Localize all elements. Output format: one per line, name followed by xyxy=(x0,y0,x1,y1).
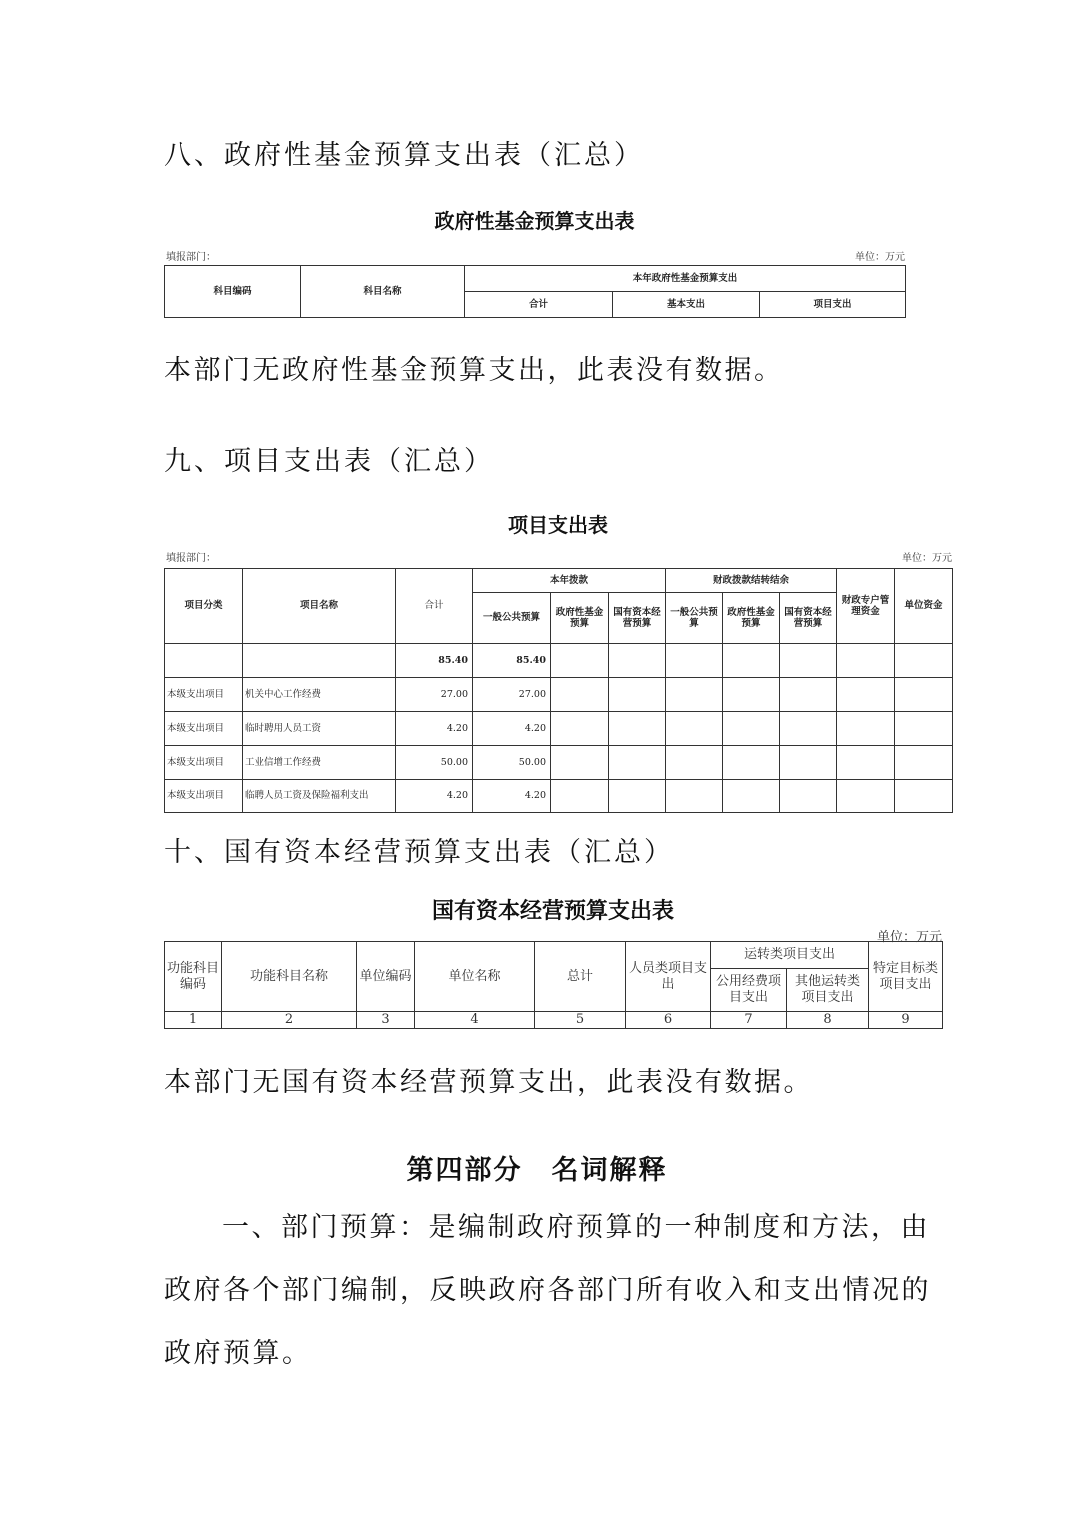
cell-general: 50.00 xyxy=(473,746,551,780)
header-general: 一般公共预算 xyxy=(473,593,551,644)
project-table-title: 项目支出表 xyxy=(508,513,608,537)
header-name: 科目名称 xyxy=(301,266,465,318)
header-other-operating: 其他运转类项目支出 xyxy=(787,969,869,1012)
gov-fund-table-title: 政府性基金预算支出表 xyxy=(434,209,635,233)
cell-total: 4.20 xyxy=(396,712,473,746)
col-number: 5 xyxy=(535,1012,626,1029)
header-name: 项目名称 xyxy=(243,569,396,644)
gov-fund-table xyxy=(164,265,906,318)
section-8-heading: 八、政府性基金预算支出表（汇总） xyxy=(164,140,644,171)
cell-total: 50.00 xyxy=(396,746,473,780)
col-number: 9 xyxy=(869,1012,943,1029)
col-number: 8 xyxy=(787,1012,869,1029)
total-row xyxy=(165,644,953,678)
header-state-capital: 国有资本经营预算 xyxy=(609,593,666,644)
col-number: 2 xyxy=(222,1012,357,1029)
header-specific: 特定目标类项目支出 xyxy=(869,942,943,1012)
cell-general: 4.20 xyxy=(473,780,551,813)
header-unit-funds: 单位资金 xyxy=(895,569,953,644)
header-basic: 基本支出 xyxy=(613,292,760,318)
header-carry-state-capital: 国有资本经营预算 xyxy=(780,593,837,644)
col-number: 6 xyxy=(626,1012,711,1029)
header-category: 项目分类 xyxy=(165,569,243,644)
header-public-fund: 公用经费项目支出 xyxy=(711,969,787,1012)
header-project: 项目支出 xyxy=(760,292,906,318)
state-capital-table xyxy=(164,941,943,1029)
section-9-heading: 九、项目支出表（汇总） xyxy=(164,446,494,477)
header-func-code: 功能科目编码 xyxy=(165,942,222,1012)
project-fill-dept: 填报部门： xyxy=(166,553,216,564)
col-number: 4 xyxy=(415,1012,535,1029)
col-number: 3 xyxy=(357,1012,415,1029)
state-capital-table-title: 国有资本经营预算支出表 xyxy=(431,899,674,924)
header-gov-fund: 政府性基金预算 xyxy=(551,593,609,644)
column-number-row xyxy=(165,1012,943,1029)
header-unit-name: 单位名称 xyxy=(415,942,535,1012)
header-group: 本年政府性基金预算支出 xyxy=(465,266,906,292)
table-row xyxy=(165,746,953,780)
cell-total: 4.20 xyxy=(396,780,473,813)
part-4-title: 第四部分 名词解释 xyxy=(406,1155,668,1186)
gov-fund-fill-dept: 填报部门： xyxy=(166,252,216,263)
definition-paragraph-line-3: 政府预算。 xyxy=(164,1338,312,1369)
header-special: 财政专户管理资金 xyxy=(837,569,895,644)
project-table xyxy=(164,568,953,813)
cell-category: 本级支出项目 xyxy=(165,712,243,746)
header-personnel: 人员类项目支出 xyxy=(626,942,711,1012)
cell-name: 临聘人员工资及保险福利支出 xyxy=(243,780,396,813)
col-number: 1 xyxy=(165,1012,222,1029)
header-carry-gov-fund: 政府性基金预算 xyxy=(723,593,780,644)
gov-fund-unit: 单位：万元 xyxy=(855,252,905,263)
header-group-carry: 财政拨款结转结余 xyxy=(666,569,837,593)
cell-category: 本级支出项目 xyxy=(165,746,243,780)
header-func-name: 功能科目名称 xyxy=(222,942,357,1012)
section-10-note: 本部门无国有资本经营预算支出，此表没有数据。 xyxy=(164,1067,813,1098)
cell-name: 机关中心工作经费 xyxy=(243,678,396,712)
cell-category: 本级支出项目 xyxy=(165,780,243,813)
cell-general: 4.20 xyxy=(473,712,551,746)
cell-general: 85.40 xyxy=(473,644,551,678)
section-8-note: 本部门无政府性基金预算支出，此表没有数据。 xyxy=(164,355,784,386)
cell-category: 本级支出项目 xyxy=(165,678,243,712)
header-unit-code: 单位编码 xyxy=(357,942,415,1012)
cell-name: 工业信增工作经费 xyxy=(243,746,396,780)
project-unit: 单位：万元 xyxy=(902,553,952,564)
table-row xyxy=(165,712,953,746)
header-operating-group: 运转类项目支出 xyxy=(711,942,869,969)
definition-paragraph-line-2: 政府各个部门编制，反映政府各部门所有收入和支出情况的 xyxy=(164,1275,931,1306)
table-row xyxy=(165,780,953,813)
table-row xyxy=(165,678,953,712)
header-carry-general: 一般公共预算 xyxy=(666,593,723,644)
cell-general: 27.00 xyxy=(473,678,551,712)
state-capital-unit: 单位：万元 xyxy=(876,930,942,945)
header-code: 科目编码 xyxy=(165,266,301,318)
header-group-current: 本年拨款 xyxy=(473,569,666,593)
header-total: 合计 xyxy=(465,292,613,318)
definition-paragraph-line-1: 一、部门预算：是编制政府预算的一种制度和方法，由 xyxy=(222,1212,930,1243)
header-total: 合计 xyxy=(396,569,473,644)
section-10-heading: 十、国有资本经营预算支出表（汇总） xyxy=(164,837,674,868)
header-total: 总计 xyxy=(535,942,626,1012)
cell-empty xyxy=(165,644,243,678)
col-number: 7 xyxy=(711,1012,787,1029)
cell-empty xyxy=(243,644,396,678)
cell-total: 85.40 xyxy=(396,644,473,678)
cell-name: 临时聘用人员工资 xyxy=(243,712,396,746)
cell-total: 27.00 xyxy=(396,678,473,712)
